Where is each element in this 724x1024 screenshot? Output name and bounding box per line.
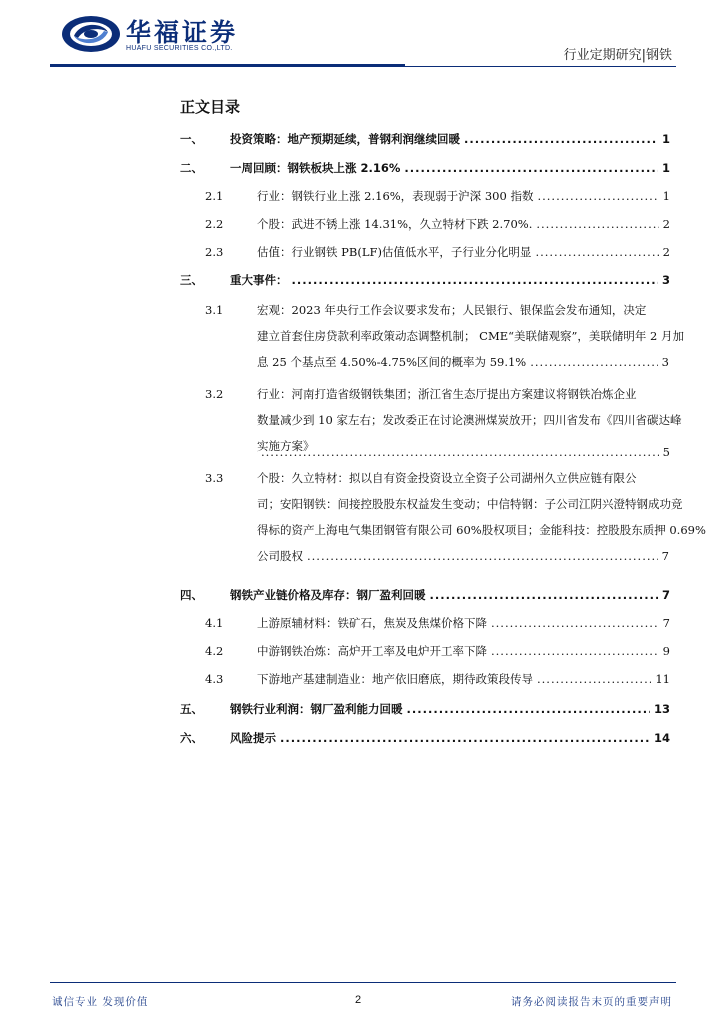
- toc-subsection-number: 3.3: [205, 471, 224, 485]
- toc-subsection-line: 宏观：2023 年央行工作会议要求发布；人民银行、银保监会发布通知，决定: [257, 303, 647, 317]
- toc-leader-dots: [292, 267, 658, 293]
- footer-slogan: 诚信专业 发现价值: [52, 996, 149, 1008]
- toc-leader-dots: [430, 582, 658, 608]
- toc-page-number: 13: [653, 702, 670, 716]
- toc-leader-dots: [536, 211, 658, 237]
- toc-subsection-line: 建立首套住房贷款利率政策动态调整机制； CME“美联储观察”，美联储明年 2 月加: [257, 329, 685, 343]
- toc-section-number: 二、: [180, 161, 203, 175]
- toc-leader-dots: [261, 439, 659, 465]
- toc-section-number: 三、: [180, 273, 203, 287]
- toc-page-number: 7: [661, 588, 670, 602]
- toc-subsection-3-1[interactable]: [257, 297, 684, 375]
- toc-leader-dots: [464, 126, 658, 152]
- toc-subsection-title: 上游原辅材料：铁矿石，焦炭及焦煤价格下降: [257, 616, 487, 630]
- toc-section-number: 一、: [180, 132, 203, 146]
- toc-leader-dots: [537, 666, 651, 692]
- toc-title: 正文目录: [180, 98, 241, 116]
- toc-leader-dots: [407, 696, 650, 722]
- toc-section-title: 投资策略：地产预期延续，普钢利润继续回暖: [230, 132, 460, 146]
- toc-subsection-line: 实施方案》: [257, 439, 315, 453]
- footer-page-number: 2: [355, 994, 362, 1006]
- toc-page-number: 1: [661, 161, 670, 175]
- toc-section-title: 一周回顾：钢铁板块上涨 2.16%: [230, 161, 401, 175]
- toc-subsection-number: 2.1: [205, 189, 224, 203]
- toc-section-number: 四、: [180, 588, 203, 602]
- toc-subsection-number: 4.3: [205, 672, 224, 686]
- toc-page-number: 1: [662, 189, 670, 203]
- toc-section-title: 重大事件：: [230, 273, 288, 287]
- toc-section-title: 钢铁行业利润：钢厂盈利能力回暖: [230, 702, 403, 716]
- toc-page-number: 2: [662, 217, 670, 231]
- toc-subsection-number: 3.2: [205, 387, 224, 401]
- toc-section-number: 六、: [180, 731, 203, 745]
- toc-page-number: 1: [661, 132, 670, 146]
- toc-subsection-number: 2.2: [205, 217, 224, 231]
- toc-leader-dots: [537, 183, 658, 209]
- toc-leader-dots: [307, 543, 658, 569]
- toc-page-number: 7: [661, 549, 669, 563]
- toc-subsection-number: 4.1: [205, 616, 224, 630]
- toc-section-title: 钢铁产业链价格及库存：钢厂盈利回暖: [230, 588, 426, 602]
- toc-page-number: 5: [662, 445, 670, 459]
- toc-page-number: 3: [661, 355, 669, 369]
- toc-section-title: 风险提示: [230, 731, 276, 745]
- toc-leader-dots: [491, 610, 659, 636]
- toc-page-number: 9: [662, 644, 670, 658]
- toc-page-number: 14: [653, 731, 670, 745]
- toc-subsection-line: 息 25 个基点至 4.50%-4.75%区间的概率为 59.1%: [257, 355, 527, 369]
- footer-divider: [50, 982, 676, 983]
- toc-subsection-title: 个股：武进不锈上涨 14.31%，久立特材下跌 2.70%.: [257, 217, 533, 231]
- toc-leader-dots: [491, 638, 659, 664]
- toc-subsection-number: 3.1: [205, 303, 224, 317]
- toc-subsection-line: 个股：久立特材：拟以自有资金投资设立全资子公司湖州久立供应链有限公: [257, 471, 637, 485]
- toc-subsection-title: 估值：行业钢铁 PB(LF)估值低水平，子行业分化明显: [257, 245, 532, 259]
- page-header: [0, 0, 724, 70]
- toc-subsection-line: 行业：河南打造省级钢铁集团；浙江省生态厅提出方案建议将钢铁冶炼企业: [257, 387, 637, 401]
- brand-name: 华福证券: [126, 18, 239, 47]
- footer-disclaimer: 请务必阅读报告末页的重要声明: [511, 996, 672, 1008]
- toc-subsection-line: 数量减少到 10 家左右；发改委正在讨论澳洲煤炭放开；四川省发布《四川省碳达峰: [257, 413, 682, 427]
- toc-page-number: 7: [662, 616, 670, 630]
- header-divider: [50, 66, 676, 67]
- toc-subsection-title: 行业：钢铁行业上涨 2.16%，表现弱于沪深 300 指数: [257, 189, 534, 203]
- toc-leader-dots: [530, 349, 657, 375]
- toc-leader-dots: [280, 725, 650, 751]
- toc-subsection-number: 2.3: [205, 245, 224, 259]
- toc-page-number: 2: [662, 245, 670, 259]
- toc-section-number: 五、: [180, 702, 203, 716]
- toc-subsection-line: 得标的资产上海电气集团钢管有限公司 60%股权项目；金能科技：控股股东质押 0.69%: [257, 523, 706, 537]
- toc-subsection-title: 中游钢铁冶炼：高炉开工率及电炉开工率下降: [257, 644, 487, 658]
- toc-subsection-3-3[interactable]: [257, 465, 706, 569]
- toc-page-number: 11: [655, 672, 670, 686]
- toc-subsection-line: 公司股权: [257, 549, 303, 563]
- toc-leader-dots: [404, 155, 658, 181]
- report-type: 行业定期研究|钢铁: [563, 48, 672, 63]
- toc-page-number: 3: [661, 273, 670, 287]
- toc-subsection-line: 司；安阳钢铁：间接控股股东权益发生变动；中信特钢：子公司江阴兴澄特钢成功竞: [257, 497, 683, 511]
- toc-leader-dots: [535, 239, 658, 265]
- toc-subsection-number: 4.2: [205, 644, 224, 658]
- huafu-logo-icon: [60, 14, 122, 54]
- toc-subsection-title: 下游地产基建制造业：地产依旧磨底，期待政策段传导: [257, 672, 533, 686]
- brand-name-en: HUAFU SECURITIES CO.,LTD.: [126, 45, 233, 52]
